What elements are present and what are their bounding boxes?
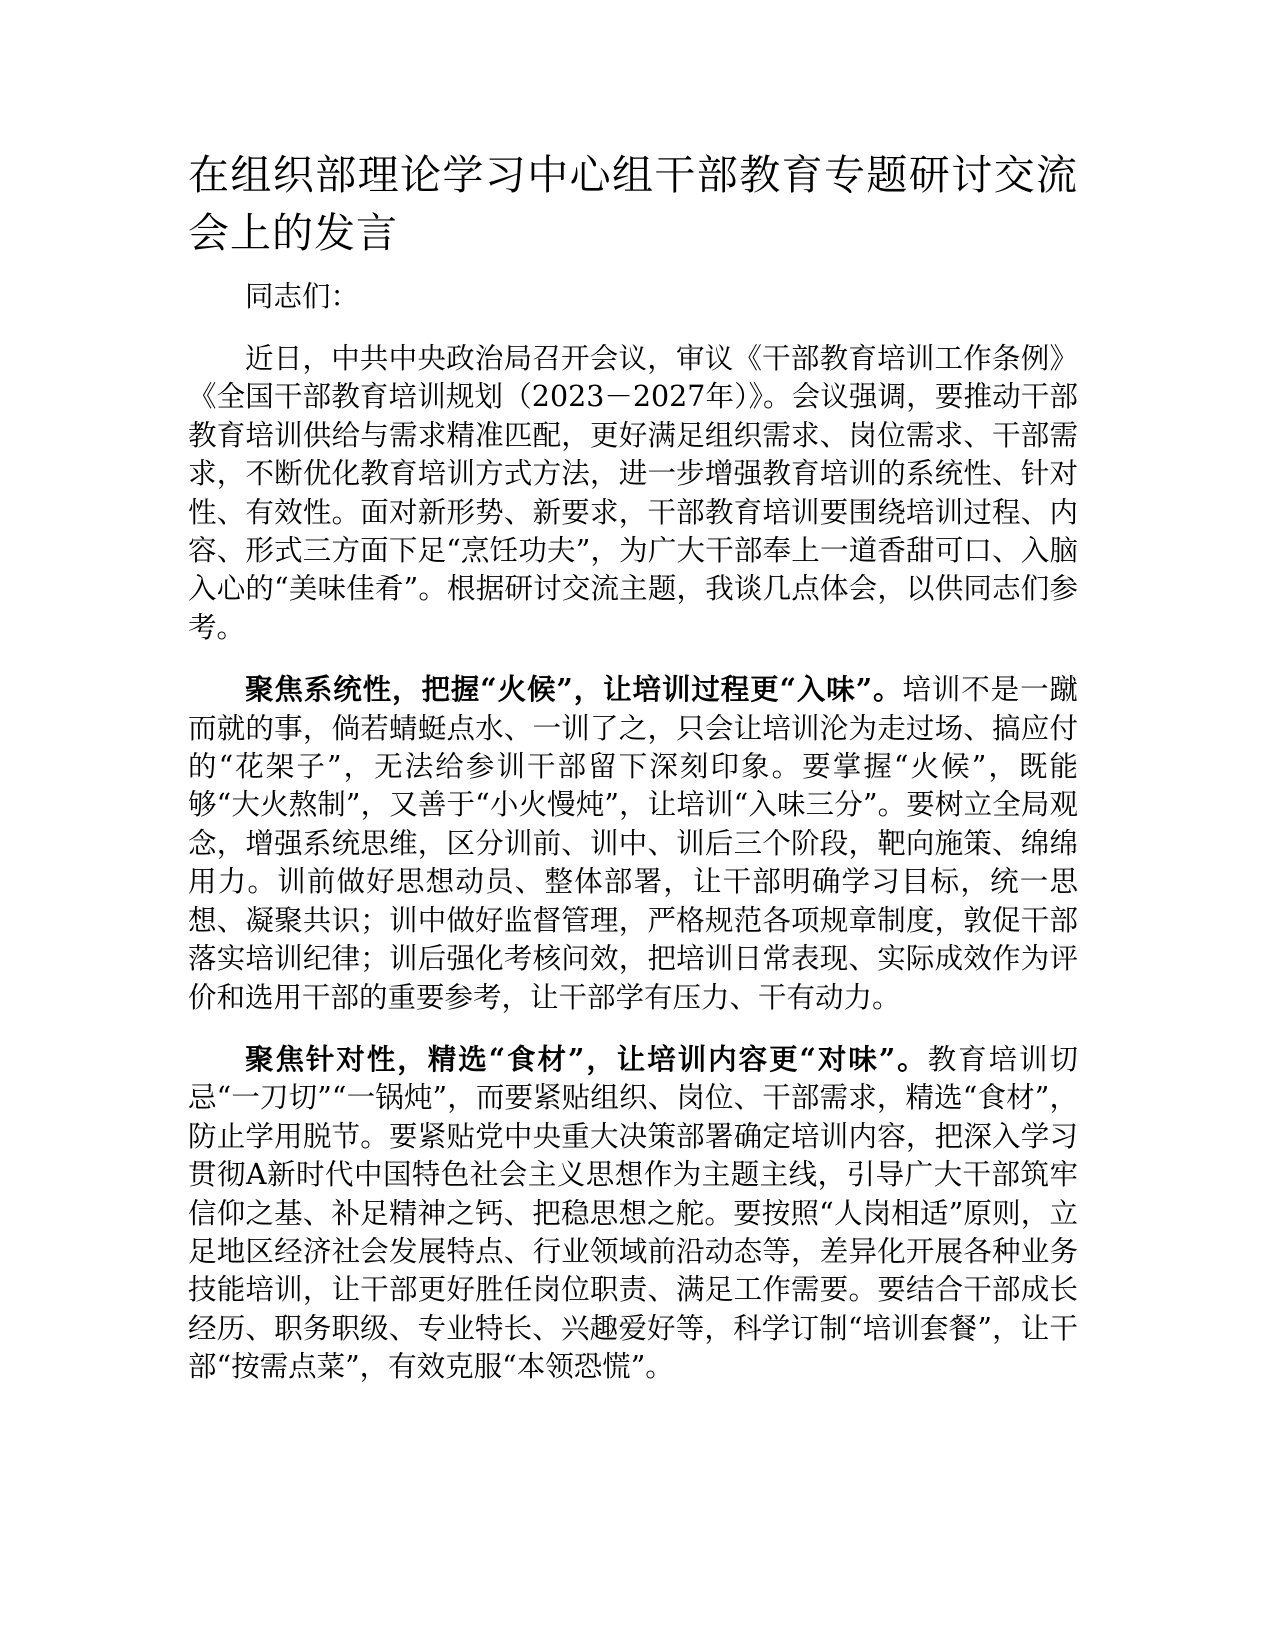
section-heading: 聚焦针对性，精选“食材”，让培训内容更“对味”。	[245, 1041, 928, 1076]
section-paragraph	[188, 1040, 1078, 1387]
salutation: 同志们：	[245, 280, 360, 313]
section-body: 教育培训切忌“一刀切”“一锅炖”，而要紧贴组织、岗位、干部需求，精选“食材”，防止学用脱节。要紧贴党中央重大决策部署确定培训内容，把深入学习贯彻A新时代中国特色社会主义思想作为主题主线，引导广大干部筑牢信仰之基、补足精神之钙、把稳思想之舵。要按照“人岗相适”原则，立足地区经济社会发展特点、行业领域前沿动态等，差异化开展各种业务技能培训，让干部更好胜任岗位职责、满足工作需要。要结合干部成长经历、职务职级、专业特长、兴趣爱好等，科学订制“培训套餐”，让干部“按需点菜”，有效克服“本领恐慌”。	[188, 1042, 1078, 1384]
section-paragraph	[188, 670, 1078, 1017]
section-heading: 聚焦系统性，把握“火候”，让培训过程更“入味”。	[245, 672, 903, 707]
document-body	[188, 146, 1078, 1410]
section-body: 培训不是一蹴而就的事，倘若蜻蜓点水、一训了之，只会让培训沦为走过场、搞应付的“花架子”，无法给参训干部留下深刻印象。要掌握“火候”，既能够“大火熬制”，又善于“小火慢炖”，让培训“入味三分”。要树立全局观念，增强系统思维，区分训前、训中、训后三个阶段，靶向施策、绵绵用力。训前做好思想动员、整体部署，让干部明确学习目标，统一思想、凝聚共识；训中做好监督管理，严格规范各项规章制度，敦促干部落实培训纪律；训后强化考核问效，把培训日常表现、实际成效作为评价和选用干部的重要参考，让干部学有压力、干有动力。	[188, 673, 1078, 1014]
document-title: 在组织部理论学习中心组干部教育专题研讨交流会上的发言	[188, 151, 1078, 257]
intro-paragraph: 近日，中共中央政治局召开会议，审议《干部教育培训工作条例》《全国干部教育培训规划（2023－2027年）》。会议强调，要推动干部教育培训供给与需求精准匹配，更好满足组织需求、岗位需求、干部需求，不断优化教育培训方式方法，进一步增强教育培训的系统性、针对性、有效性。面对新形势、新要求，干部教育培训要围绕培训过程、内容、形式三方面下足“烹饪功夫”，为广大干部奉上一道香甜可口、入脑入心的“美味佳肴”。根据研讨交流主题，我谈几点体会，以供同志们参考。	[188, 342, 1078, 644]
